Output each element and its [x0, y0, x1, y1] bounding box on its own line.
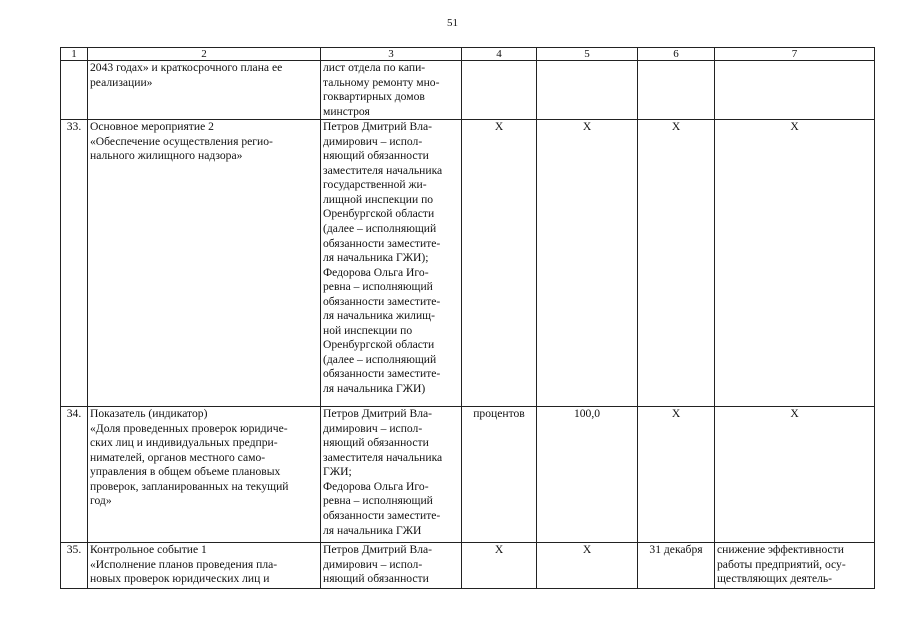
- measure-name: Основное мероприятие 2 «Обеспечение осуществления регио- нального жилищного надзора»: [88, 120, 321, 407]
- responsible-person: лист отдела по капи- тальному ремонту мно- гоквартирных домов минстроя: [321, 61, 462, 120]
- value-cell: Х: [537, 543, 638, 589]
- measures-table: [60, 47, 875, 589]
- deadline-cell: Х: [638, 120, 715, 407]
- value-cell: [537, 61, 638, 120]
- responsible-person: Петров Дмитрий Вла- димирович – испол- няющий обязанности заместителя начальника государственной жи- лищной инспекции по Оренбургской области (далее – исполняющий обязанности заместите- ля начальника ГЖИ); Федорова Ольга Иго- ревна – исполняющий обязанности заместите- ля начальника жилищ- ной инспекции по Оренбургской области (далее – исполняющий обязанности заместите- ля начальника ГЖИ): [321, 120, 462, 407]
- unit-cell: процентов: [462, 407, 537, 543]
- row-number: 35.: [61, 543, 88, 589]
- table-row: [61, 543, 875, 589]
- row-number: 33.: [61, 120, 88, 407]
- result-cell: Х: [715, 120, 875, 407]
- unit-cell: Х: [462, 120, 537, 407]
- page-number: 51: [447, 17, 458, 29]
- measure-name: Контрольное событие 1 «Исполнение планов проведения пла- новых проверок юридических лиц и: [88, 543, 321, 589]
- table-row: [61, 120, 875, 407]
- measure-name: 2043 годах» и краткосрочного плана ее реализации»: [88, 61, 321, 120]
- header-cell: 5: [537, 48, 638, 61]
- responsible-person: Петров Дмитрий Вла- димирович – испол- няющий обязанности заместителя начальника ГЖИ; Федорова Ольга Иго- ревна – исполняющий обязанности заместите- ля начальника ГЖИ: [321, 407, 462, 543]
- result-cell: снижение эффективности работы предприятий, осу- ществляющих деятель-: [715, 543, 875, 589]
- result-cell: [715, 61, 875, 120]
- header-cell: 6: [638, 48, 715, 61]
- header-cell: 2: [88, 48, 321, 61]
- row-number: [61, 61, 88, 120]
- result-cell: Х: [715, 407, 875, 543]
- table-row: [61, 407, 875, 543]
- responsible-person: Петров Дмитрий Вла- димирович – испол- няющий обязанности: [321, 543, 462, 589]
- header-row: [61, 48, 875, 61]
- measure-name: Показатель (индикатор) «Доля проведенных проверок юридиче- ских лиц и индивидуальных предпри- нимателей, органов местного само- управления в общем объеме плановых проверок, запланированных на текущий год»: [88, 407, 321, 543]
- value-cell: Х: [537, 120, 638, 407]
- value-cell: 100,0: [537, 407, 638, 543]
- deadline-cell: [638, 61, 715, 120]
- unit-cell: Х: [462, 543, 537, 589]
- row-number: 34.: [61, 407, 88, 543]
- header-cell: 3: [321, 48, 462, 61]
- unit-cell: [462, 61, 537, 120]
- deadline-cell: Х: [638, 407, 715, 543]
- header-cell: 7: [715, 48, 875, 61]
- header-cell: 4: [462, 48, 537, 61]
- deadline-cell: 31 декабря: [638, 543, 715, 589]
- table-row: [61, 61, 875, 120]
- header-cell: 1: [61, 48, 88, 61]
